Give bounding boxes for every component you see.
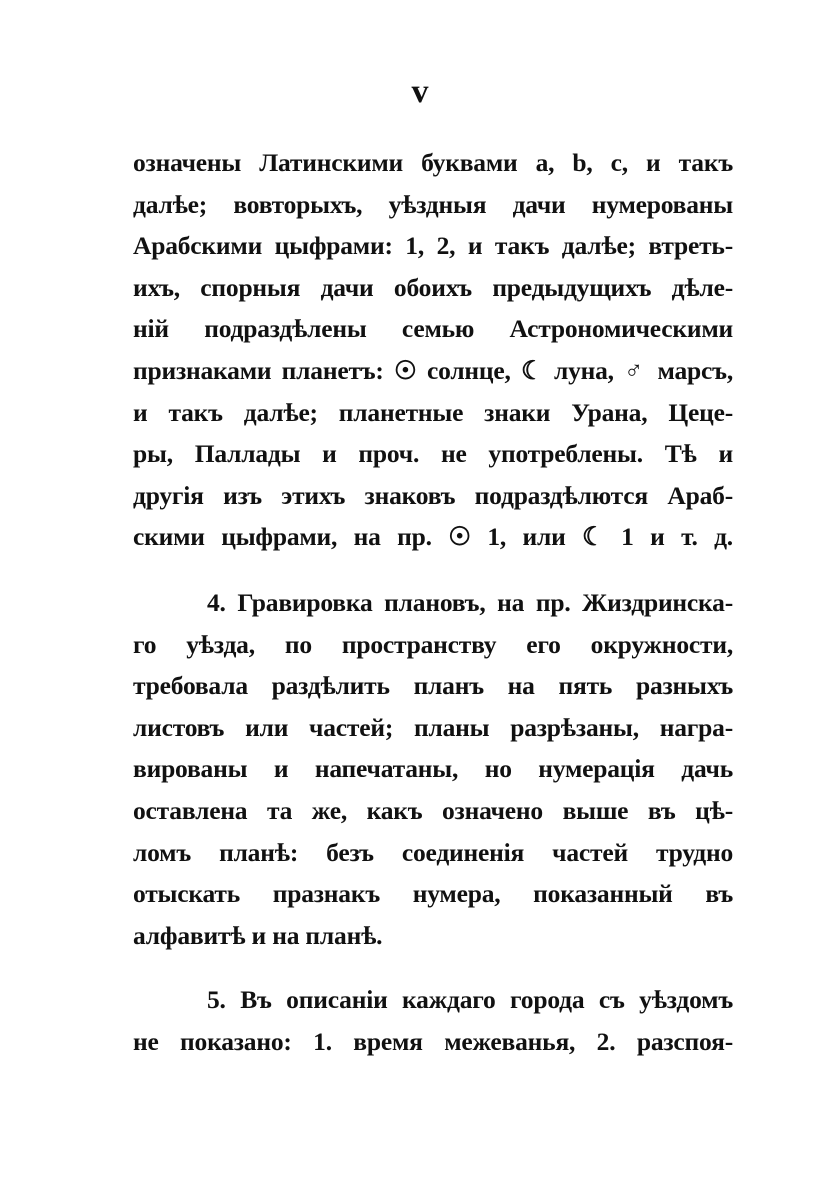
- text-line: не показано: 1. время межеванья, 2. разспоя-: [133, 1026, 733, 1056]
- text-line: листовъ или частей; планы разрѣзаны, награ-: [133, 712, 733, 742]
- text-line: го уѣзда, по пространству его окружности,: [133, 629, 733, 659]
- text-line: далѣе; вовторыхъ, уѣздныя дачи нумерованы: [133, 189, 733, 219]
- text-line: алфавитѣ и на планѣ.: [133, 920, 383, 950]
- paragraph-5-description: [133, 979, 733, 1062]
- text-line: ры, Паллады и проч. не употреблены. Тѣ и: [133, 439, 733, 469]
- text-line: признаками планетъ: ☉ солнце, ☾ луна, ♂ марсъ,: [133, 355, 733, 385]
- text-line: ихъ, спорныя дачи обоихъ предыдущихъ дѣле-: [133, 272, 733, 302]
- text-line: ній подраздѣлены семью Астрономическими: [133, 314, 733, 344]
- text-line: означены Латинскими буквами a, b, c, и такъ: [133, 148, 733, 177]
- text-line: скими цыфрами, на пр. ☉ 1, или ☾ 1 и т. д.: [133, 522, 733, 552]
- text-line: отыскать празнакъ нумера, показанный въ: [133, 879, 733, 909]
- text-line: и такъ далѣе; планетные знаки Урана, Цеце-: [133, 397, 733, 427]
- page-number: v: [411, 73, 429, 110]
- text-line: ломъ планѣ: безъ соединенія частей трудно: [133, 837, 733, 867]
- paragraph-4-engraving: [133, 582, 733, 956]
- text-line: другія изъ этихъ знаковъ подраздѣлются Араб-: [133, 480, 733, 510]
- paragraph-legend-signs: [133, 142, 733, 558]
- text-line: требовала раздѣлить планъ на пять разныхъ: [133, 671, 733, 701]
- text-line: вированы и напечатаны, но нумерація дачь: [133, 754, 733, 784]
- text-line: Арабскими цыфрами: 1, 2, и такъ далѣе; втреть-: [133, 231, 733, 261]
- text-line: 4. Гравировка плановъ, на пр. Жиздринска-: [207, 588, 733, 617]
- text-line: 5. Въ описаніи каждаго города съ уѣздомъ: [207, 985, 733, 1014]
- text-line: оставлена та же, какъ означено выше въ цѣ-: [133, 795, 733, 825]
